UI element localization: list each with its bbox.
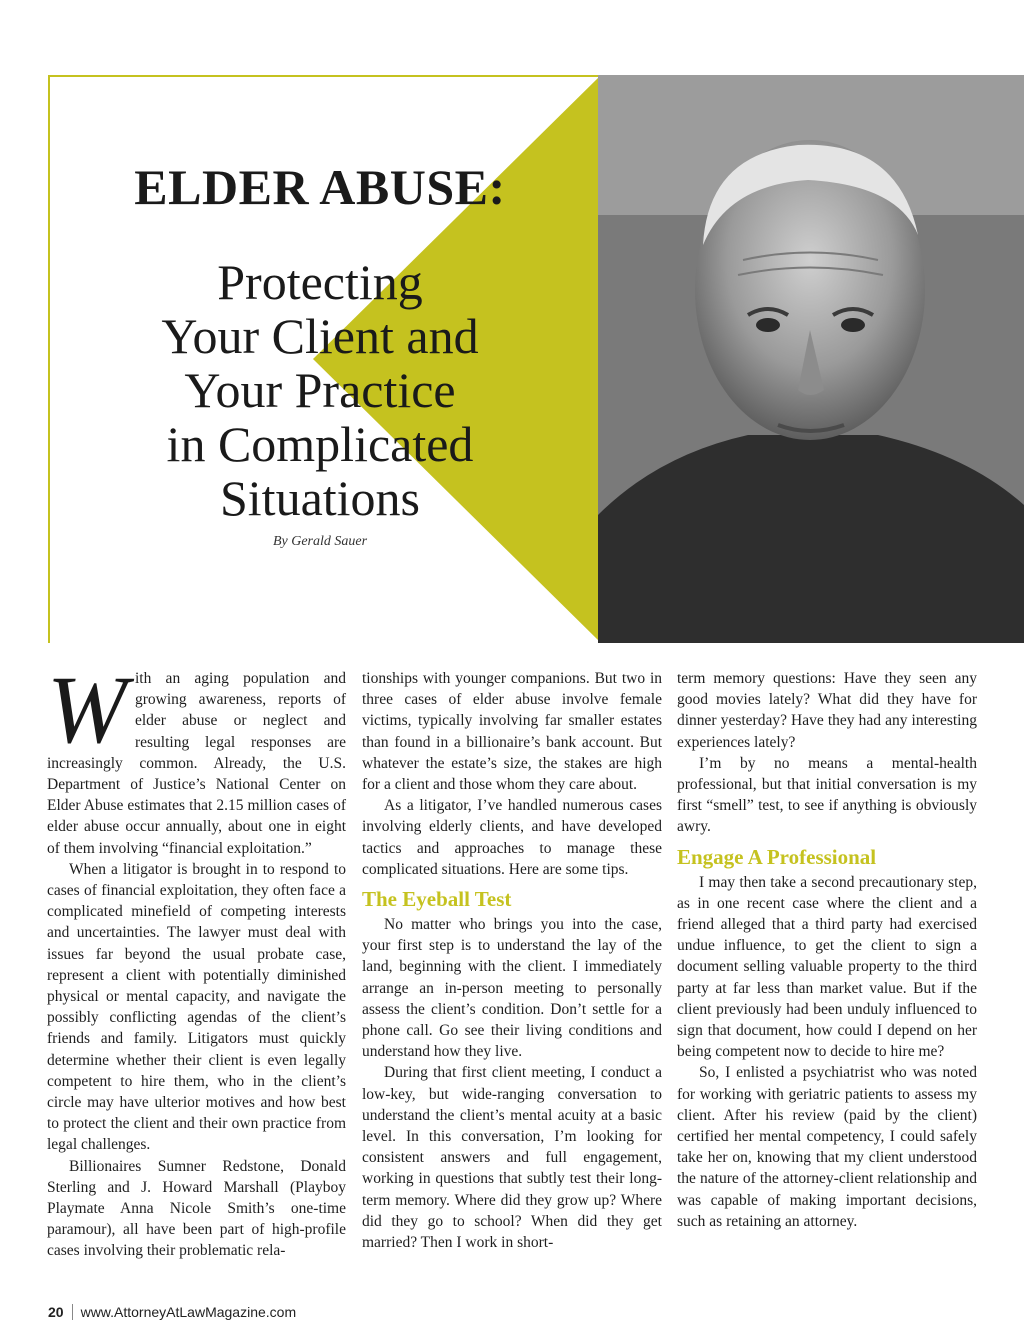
portrait-illustration [598,75,1024,643]
paragraph: Billionaires Sumner Redstone, Donald Sterling and J. Howard Marshall (Playboy Playmate Anna Nicole Smith’s one-time paramour), all have been part of high-profile cases involving their problematic rela- [47,1157,346,1260]
subtitle-line: Situations [219,470,421,526]
paragraph: tionships with younger companions. But two in three cases of elder abuse involve female victims, typically involving far smaller estates than found in a billionaire’s bank account. But whatever the estate’s size, the stakes are high for a client and those whom they care about. [362,670,662,794]
subtitle-line: Your Practice [184,362,456,418]
paragraph: As a litigator, I’ve handled numerous cases involving elderly clients, and have developed tactics and approaches to manage these complicated situations. Here are some tips. [362,797,662,878]
byline: By Gerald Sauer [272,534,368,549]
column-2 [362,668,662,1253]
drop-cap: W [47,656,127,763]
paragraph: So, I enlisted a psychiatrist who was noted for working with geriatric patients to assess my client. After his review (paid by the client) certified her mental competency, I could safely take her on, knowing that my client understood the nature of the attorney-client relationship and was capable of making important decisions, such as retaining an attorney. [677,1064,977,1230]
subtitle-line: Your Client and [161,308,479,364]
footer-website: www.AttorneyAtLawMagazine.com [80,1304,297,1320]
paragraph: term memory questions: Have they seen any good movies lately? What did they have for dinner yesterday? Have they had any interesting experiences lately? [677,670,977,751]
footer-divider [72,1304,73,1320]
page-number: 20 [48,1304,64,1320]
section-heading: The Eyeball Test [362,887,512,912]
article-title: ELDER ABUSE: [134,159,506,215]
column-3 [677,668,977,1232]
elderly-man-photo [598,75,1024,643]
subtitle-line: in Complicated [166,416,474,472]
article-subtitle [90,255,550,525]
paragraph: No matter who brings you into the case, your first step is to understand the lay of the land, beginning with the client. I immediately arrange an in-person meeting to personally assess the client’s condition. Don’t settle for a phone call. Go see their living conditions and understand how they live. [362,916,662,1061]
paragraph: During that first client meeting, I conduct a low-key, but wide-ranging conversation to understand the client’s mental acuity at a basic level. In this conversation, I’m looking for consistent answers and full engagement, working in questions that subtly test their long-term memory. Where did they grow up? Where did they go to school? When did they get married? Then I work in short- [362,1064,662,1252]
paragraph: I may then take a second precautionary step, as in one recent case where the client and a friend alleged that a third party had exercised undue influence, to get the client to sign a document selling valuable property to the third party at far less than market value. But if the client previously had been unduly influenced to sign that document, how could I depend on her being competent now to decide to hire me? [677,873,977,1061]
subtitle-line: Protecting [217,254,423,310]
paragraph: With an aging population and growing awareness, reports of elder abuse or neglect and resulting legal responses are increasingly common. Already, the U.S. Department of Justice’s National Center on Elder Abuse estimates that 2.15 million cases of elder abuse occur annually, about one in eight of them involving “financial exploitation.” [47,656,346,857]
paragraph: When a litigator is brought in to respond to cases of financial exploitation, they often face a complicated minefield of competing interests and uncertainties. The lawyer must deal with issues far beyond the usual probate case, represent a client with potentially diminished physical or mental capacity, and navigate the possibly conflicting agendas of the client’s friends and family. Litigators must quickly determine whether their client is even legally competent to hire them, who in the client’s circle may have ulterior motives and how best to protect the client and their own practice from legal challenges. [47,860,346,1154]
column-1 [47,656,346,1262]
page-footer [48,1304,296,1320]
paragraph: I’m by no means a mental-health professional, but that initial conversation is my first “smell” test, to see if anything is obviously awry. [677,754,977,836]
section-heading: Engage A Professional [677,844,877,869]
